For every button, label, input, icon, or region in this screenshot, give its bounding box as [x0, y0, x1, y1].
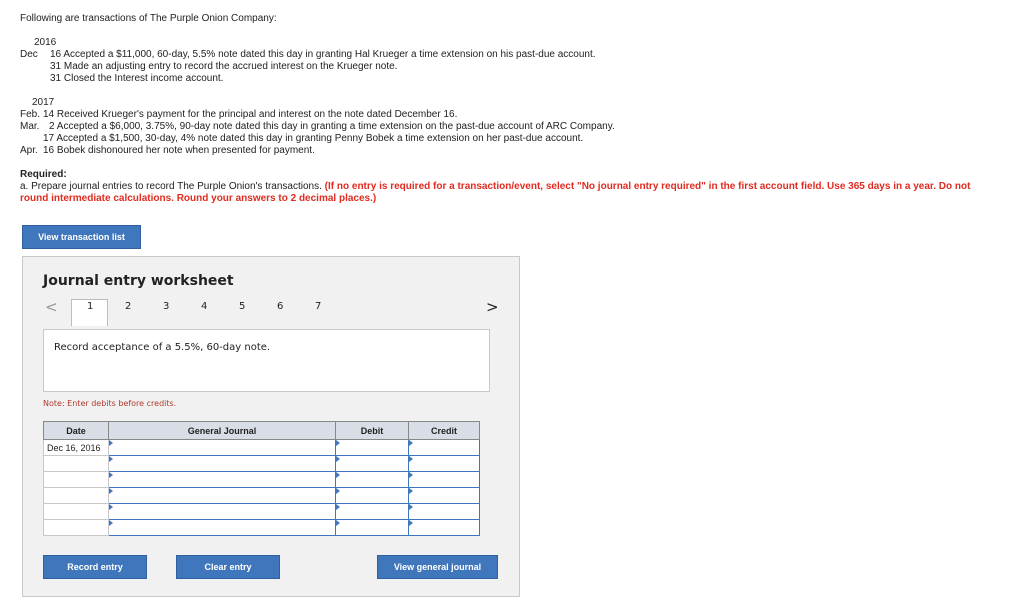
- debit-input[interactable]: [336, 472, 409, 488]
- table-row: [44, 456, 480, 472]
- dropdown-marker-icon: [109, 456, 113, 462]
- required-heading: Required:: [20, 169, 67, 180]
- journal-column-header: General Journal: [109, 422, 336, 440]
- debits-note: Note: Enter debits before credits.: [43, 399, 177, 408]
- part-a-text: a. Prepare journal entries to record The Purple Onion's transactions.: [20, 181, 322, 192]
- input-marker-icon: [336, 456, 340, 462]
- date-cell: [44, 488, 109, 504]
- account-input[interactable]: [109, 520, 336, 536]
- next-arrow-icon[interactable]: >: [486, 298, 499, 316]
- credit-input[interactable]: [409, 472, 480, 488]
- date-column-header: Date: [44, 422, 109, 440]
- required-part-a: [20, 181, 970, 193]
- view-general-journal-button[interactable]: View general journal: [377, 555, 498, 579]
- tab-6[interactable]: 6: [277, 301, 284, 312]
- input-marker-icon: [336, 504, 340, 510]
- dropdown-marker-icon: [109, 472, 113, 478]
- input-marker-icon: [409, 440, 413, 446]
- month-dec: Dec: [20, 49, 38, 60]
- date-cell: [44, 472, 109, 488]
- transaction-line: 16 Bobek dishonoured her note when presented for payment.: [43, 145, 315, 156]
- account-input[interactable]: [109, 456, 336, 472]
- month-mar: Mar.: [20, 121, 40, 132]
- record-entry-button[interactable]: Record entry: [43, 555, 147, 579]
- tab-4[interactable]: 4: [201, 301, 208, 312]
- input-marker-icon: [336, 488, 340, 494]
- transaction-line: 2 Accepted a $6,000, 3.75%, 90-day note dated this day in granting a time extension on the past-due account of ARC Company.: [49, 121, 615, 132]
- transaction-line: 31 Closed the Interest income account.: [50, 73, 224, 84]
- tab-3[interactable]: 3: [163, 301, 170, 312]
- view-transaction-list-button[interactable]: View transaction list: [22, 225, 141, 249]
- debit-input[interactable]: [336, 504, 409, 520]
- credit-input[interactable]: [409, 504, 480, 520]
- transaction-line: 17 Accepted a $1,500, 30-day, 4% note dated this day in granting Penny Bobek a time extension on her past-due account.: [43, 133, 584, 144]
- prev-arrow-icon[interactable]: <: [45, 298, 58, 316]
- tab-1[interactable]: 1: [87, 301, 94, 312]
- journal-entry-worksheet: [22, 256, 520, 597]
- transaction-line: 31 Made an adjusting entry to record the accrued interest on the Krueger note.: [50, 61, 398, 72]
- transaction-line: 16 Accepted a $11,000, 60-day, 5.5% note dated this day in granting Hal Krueger a time extension on his past-due account.: [50, 49, 596, 60]
- account-input[interactable]: [109, 472, 336, 488]
- journal-table: [43, 421, 480, 536]
- table-row: [44, 472, 480, 488]
- month-feb: Feb.: [20, 109, 41, 120]
- date-cell: Dec 16, 2016: [44, 440, 109, 456]
- intro-text: Following are transactions of The Purple Onion Company:: [20, 13, 277, 24]
- input-marker-icon: [409, 472, 413, 478]
- entry-description: Record acceptance of a 5.5%, 60-day note.: [54, 342, 271, 353]
- tab-7[interactable]: 7: [315, 301, 322, 312]
- input-marker-icon: [409, 520, 413, 526]
- debit-input[interactable]: [336, 440, 409, 456]
- credit-input[interactable]: [409, 520, 480, 536]
- input-marker-icon: [409, 504, 413, 510]
- account-input[interactable]: [109, 488, 336, 504]
- entry-description-box: [43, 329, 490, 392]
- dropdown-marker-icon: [109, 440, 113, 446]
- debit-input[interactable]: [336, 456, 409, 472]
- instruction-text-cont: round intermediate calculations. Round your answers to 2 decimal places.): [20, 193, 377, 204]
- date-cell: [44, 520, 109, 536]
- year-2017: 2017: [32, 97, 55, 108]
- debit-input[interactable]: [336, 488, 409, 504]
- date-cell: [44, 456, 109, 472]
- dropdown-marker-icon: [109, 488, 113, 494]
- date-cell: [44, 504, 109, 520]
- clear-entry-button[interactable]: Clear entry: [176, 555, 280, 579]
- credit-input[interactable]: [409, 456, 480, 472]
- month-apr: Apr.: [20, 145, 38, 156]
- dropdown-marker-icon: [109, 520, 113, 526]
- debit-input[interactable]: [336, 520, 409, 536]
- input-marker-icon: [336, 440, 340, 446]
- input-marker-icon: [336, 472, 340, 478]
- credit-input[interactable]: [409, 440, 480, 456]
- input-marker-icon: [336, 520, 340, 526]
- table-row: [44, 488, 480, 504]
- credit-column-header: Credit: [409, 422, 480, 440]
- account-input[interactable]: [109, 440, 336, 456]
- dropdown-marker-icon: [109, 504, 113, 510]
- input-marker-icon: [409, 488, 413, 494]
- table-row: [44, 504, 480, 520]
- debit-column-header: Debit: [336, 422, 409, 440]
- instruction-text: (If no entry is required for a transaction/event, select "No journal entry required" in the first account field. Use 365 days in a year. Do not: [324, 181, 971, 192]
- account-input[interactable]: [109, 504, 336, 520]
- table-row: [44, 440, 480, 456]
- credit-input[interactable]: [409, 488, 480, 504]
- year-2016: 2016: [34, 37, 57, 48]
- table-row: [44, 520, 480, 536]
- input-marker-icon: [409, 456, 413, 462]
- tab-5[interactable]: 5: [239, 301, 246, 312]
- worksheet-title: Journal entry worksheet: [43, 273, 234, 289]
- tab-2[interactable]: 2: [125, 301, 132, 312]
- transaction-line: 14 Received Krueger's payment for the principal and interest on the note dated December 16.: [43, 109, 458, 120]
